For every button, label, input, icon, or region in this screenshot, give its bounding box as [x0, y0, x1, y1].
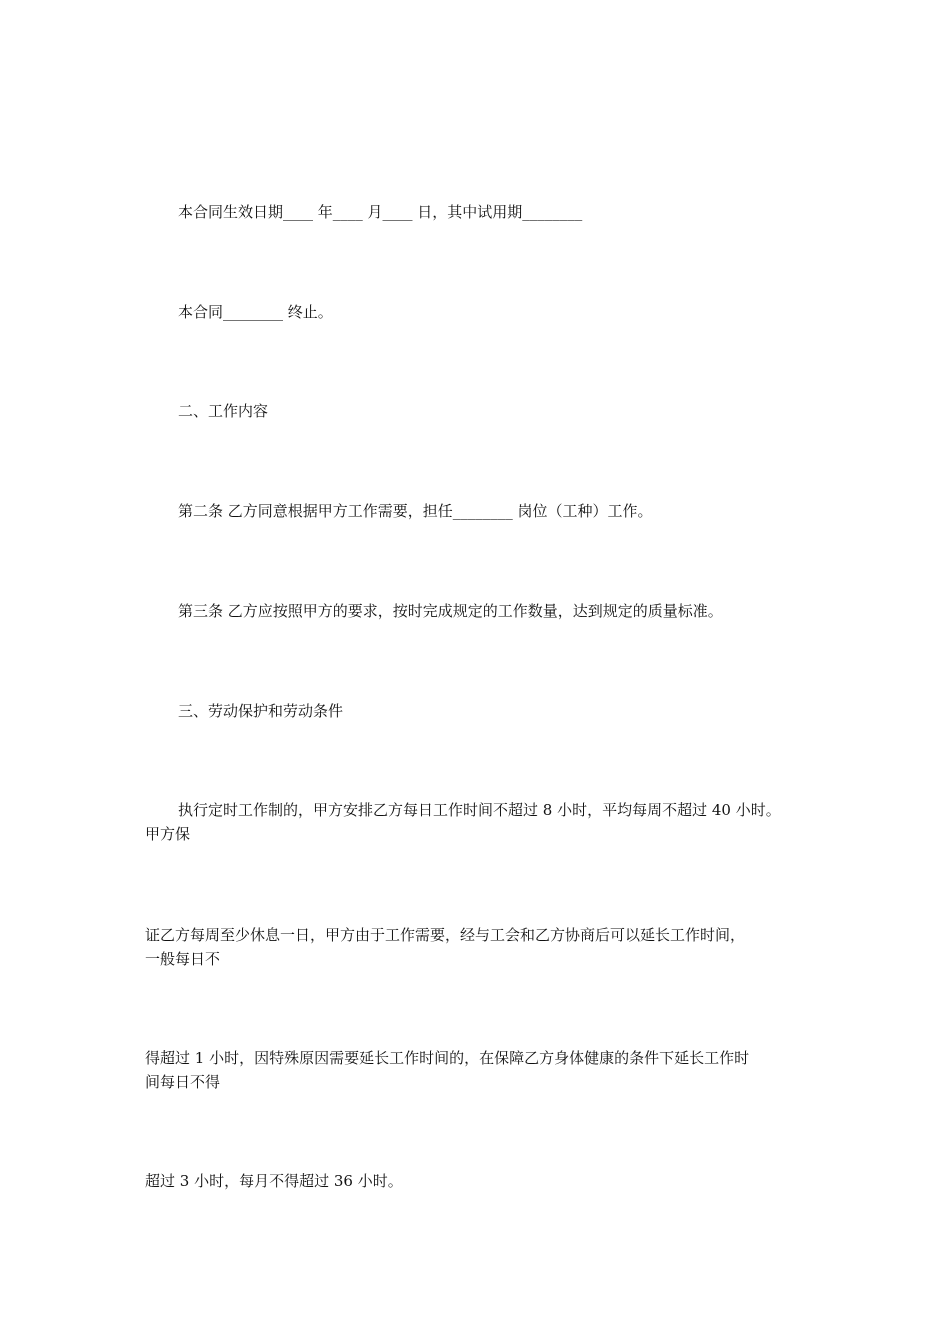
working-hours-3-line-1: 得超过 1 小时，因特殊原因需要延长工作时间的，在保障乙方身体健康的条件下延长工作时	[145, 1049, 750, 1067]
working-hours-1-line-1: 执行定时工作制的，甲方安排乙方每日工作时间不超过 8 小时，平均每周不超过 40 小时。	[178, 801, 781, 819]
article-2-text: 第二条 乙方同意根据甲方工作需要，担任________ 岗位（工种）工作。	[178, 502, 653, 520]
working-hours-1-line-2: 甲方保	[145, 825, 191, 843]
section-heading-work-content: 二、工作内容	[178, 402, 269, 420]
working-hours-2-line-2: 一般每日不	[145, 950, 221, 968]
effective-date-text: 本合同生效日期____ 年____ 月____ 日，其中试用期________	[178, 203, 583, 221]
section-heading-labor-protection: 三、劳动保护和劳动条件	[178, 702, 344, 720]
article-3-text: 第三条 乙方应按照甲方的要求，按时完成规定的工作数量，达到规定的质量标准。	[178, 602, 723, 620]
working-hours-4-line-1: 超过 3 小时，每月不得超过 36 小时。	[145, 1172, 403, 1190]
termination-text: 本合同________ 终止。	[178, 303, 333, 321]
working-hours-3-line-2: 间每日不得	[145, 1073, 221, 1091]
working-hours-2-line-1: 证乙方每周至少休息一日，甲方由于工作需要，经与工会和乙方协商后可以延长工作时间，	[145, 926, 746, 944]
